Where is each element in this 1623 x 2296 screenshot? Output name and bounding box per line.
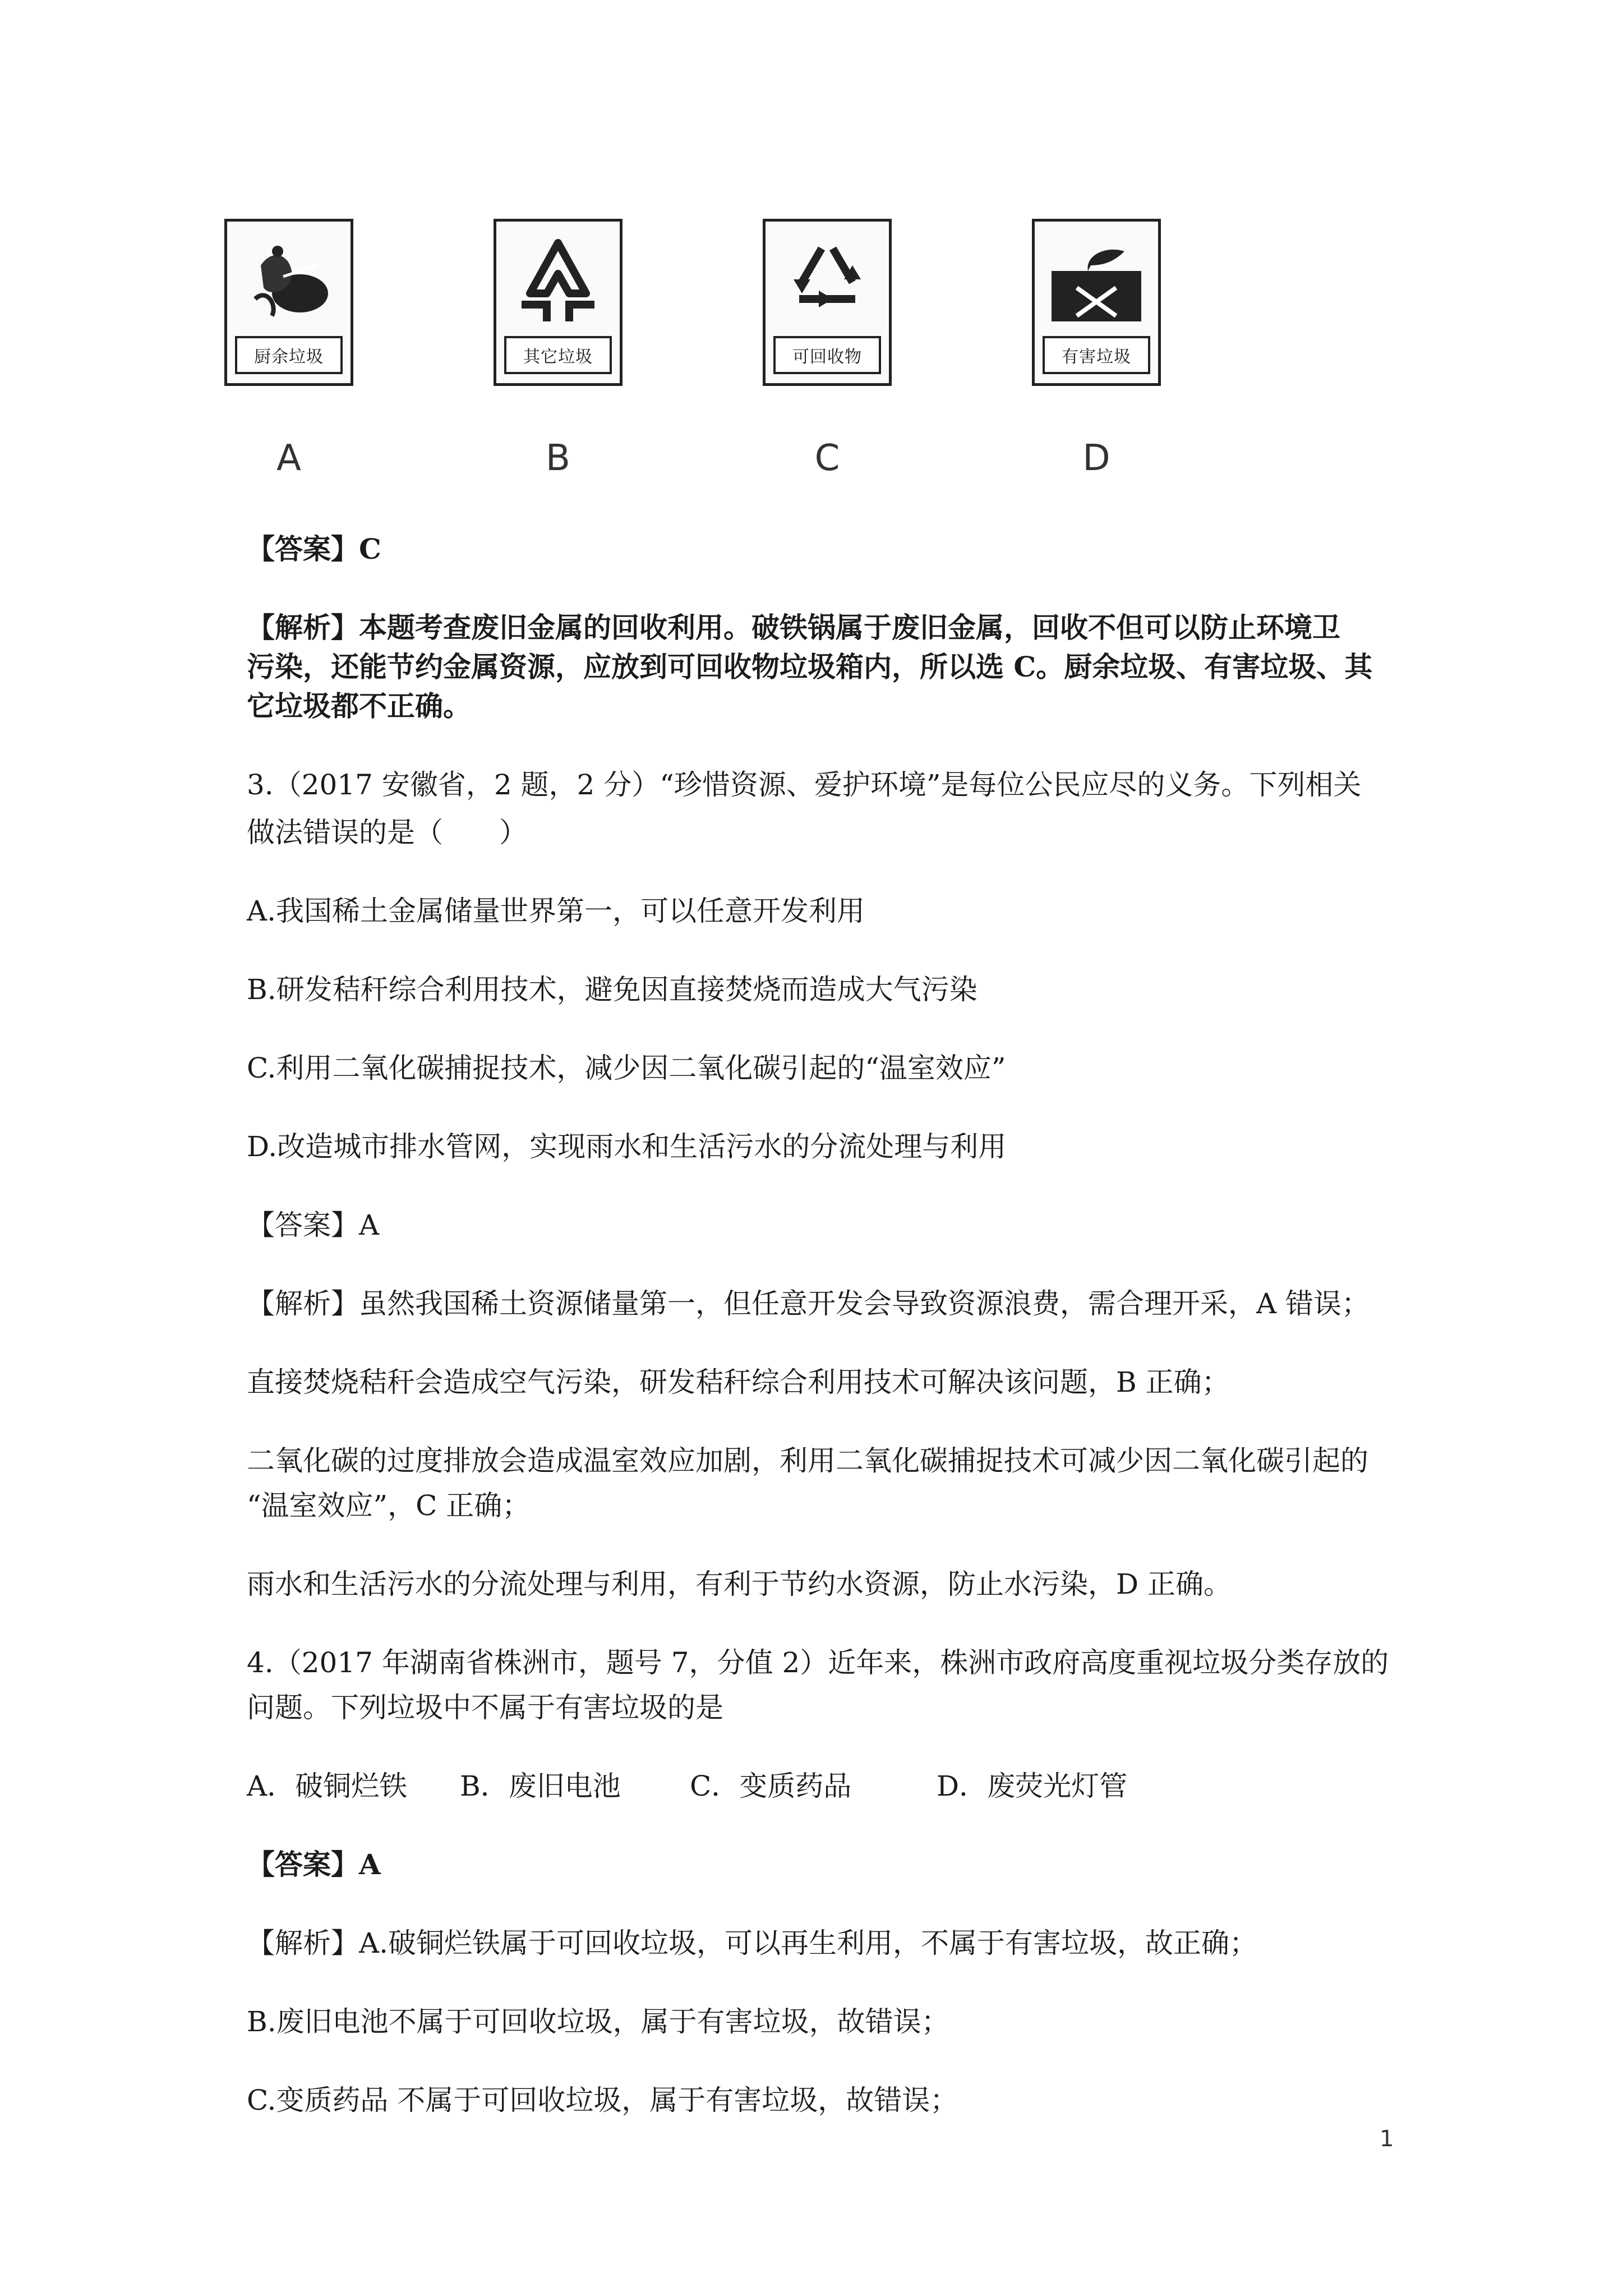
q4-answer: 【答案】A bbox=[247, 1848, 381, 1881]
recycle-icon bbox=[777, 232, 878, 333]
q3-analysis-line-3: 二氧化碳的过度排放会造成温室效应加剧，利用二氧化碳捕捉技术可减少因二氧化碳引起的 bbox=[247, 1444, 1368, 1477]
bin-a-label: 厨余垃圾 bbox=[235, 336, 343, 374]
bin-a bbox=[224, 219, 353, 386]
q4-stem-line-1: 4.（2017 年湖南省株洲市，题号 7，分值 2）近年来，株洲市政府高度重视垃圾分类存放的 bbox=[247, 1646, 1389, 1679]
food-waste-icon bbox=[238, 232, 339, 333]
q4-stem-line-2: 问题。下列垃圾中不属于有害垃圾的是 bbox=[247, 1691, 723, 1724]
q3-option-a: A.我国稀土金属储量世界第一，可以任意开发利用 bbox=[247, 895, 865, 927]
q3-option-d: D.改造城市排水管网，实现雨水和生活污水的分流处理与利用 bbox=[247, 1130, 1007, 1163]
bin-letter-a: A bbox=[276, 438, 301, 479]
q4-option-a: A．破铜烂铁 bbox=[247, 1770, 408, 1802]
garbage-bins-figure bbox=[224, 219, 1234, 499]
q3-analysis-line-1: 【解析】虽然我国稀土资源储量第一，但任意开发会导致资源浪费，需合理开采，A 错误； bbox=[247, 1287, 1370, 1320]
q3-stem-line-1: 3.（2017 安徽省，2 题，2 分）“珍惜资源、爱护环境”是每位公民应尽的义务。下列相关 bbox=[247, 769, 1362, 801]
bin-c bbox=[763, 219, 892, 386]
q2-analysis-line-2: 污染，还能节约金属资源，应放到可回收物垃圾箱内，所以选 C。厨余垃圾、有害垃圾、其 bbox=[247, 650, 1373, 683]
q4-options bbox=[247, 1761, 1127, 1811]
bin-letter-d: D bbox=[1082, 438, 1110, 479]
other-waste-icon bbox=[508, 232, 608, 333]
bin-letter-b: B bbox=[546, 438, 570, 479]
q4-option-c: C．变质药品 bbox=[690, 1770, 852, 1802]
q2-answer: 【答案】C bbox=[247, 532, 381, 565]
bin-d-label: 有害垃圾 bbox=[1043, 336, 1150, 374]
page-number: 1 bbox=[1380, 2126, 1394, 2152]
q3-analysis-line-2: 直接焚烧秸秆会造成空气污染，研发秸秆综合利用技术可解决该问题，B 正确； bbox=[247, 1366, 1230, 1398]
bin-d bbox=[1032, 219, 1161, 386]
q4-option-d: D．废荧光灯管 bbox=[937, 1770, 1128, 1802]
q4-analysis-line-3: C.变质药品 不属于可回收垃圾，属于有害垃圾，故错误； bbox=[247, 2084, 958, 2116]
q4-option-b: B．废旧电池 bbox=[460, 1770, 621, 1802]
bin-b bbox=[494, 219, 623, 386]
q2-analysis-line-3: 它垃圾都不正确。 bbox=[247, 689, 471, 723]
q3-option-b: B.研发秸秆综合利用技术，避免因直接焚烧而造成大气污染 bbox=[247, 973, 978, 1006]
bin-c-label: 可回收物 bbox=[773, 336, 881, 374]
q3-stem-line-2: 做法错误的是（ ） bbox=[247, 816, 527, 849]
q3-analysis-line-5: 雨水和生活污水的分流处理与利用，有利于节约水资源，防止水污染，D 正确。 bbox=[247, 1568, 1232, 1600]
q2-analysis-line-1: 【解析】本题考查废旧金属的回收利用。破铁锅属于废旧金属，回收不但可以防止环境卫 bbox=[247, 611, 1340, 644]
hazardous-waste-icon bbox=[1046, 232, 1147, 333]
q4-analysis-line-2: B.废旧电池不属于可回收垃圾，属于有害垃圾，故错误； bbox=[247, 2005, 949, 2038]
q3-answer: 【答案】A bbox=[247, 1209, 380, 1241]
q3-option-c: C.利用二氧化碳捕捉技术，减少因二氧化碳引起的“温室效应” bbox=[247, 1052, 1006, 1084]
bin-b-label: 其它垃圾 bbox=[504, 336, 612, 374]
q3-analysis-line-4: “温室效应”，C 正确； bbox=[247, 1489, 531, 1522]
q4-analysis-line-1: 【解析】A.破铜烂铁属于可回收垃圾，可以再生利用，不属于有害垃圾，故正确； bbox=[247, 1927, 1258, 1959]
bin-letter-c: C bbox=[814, 438, 840, 479]
